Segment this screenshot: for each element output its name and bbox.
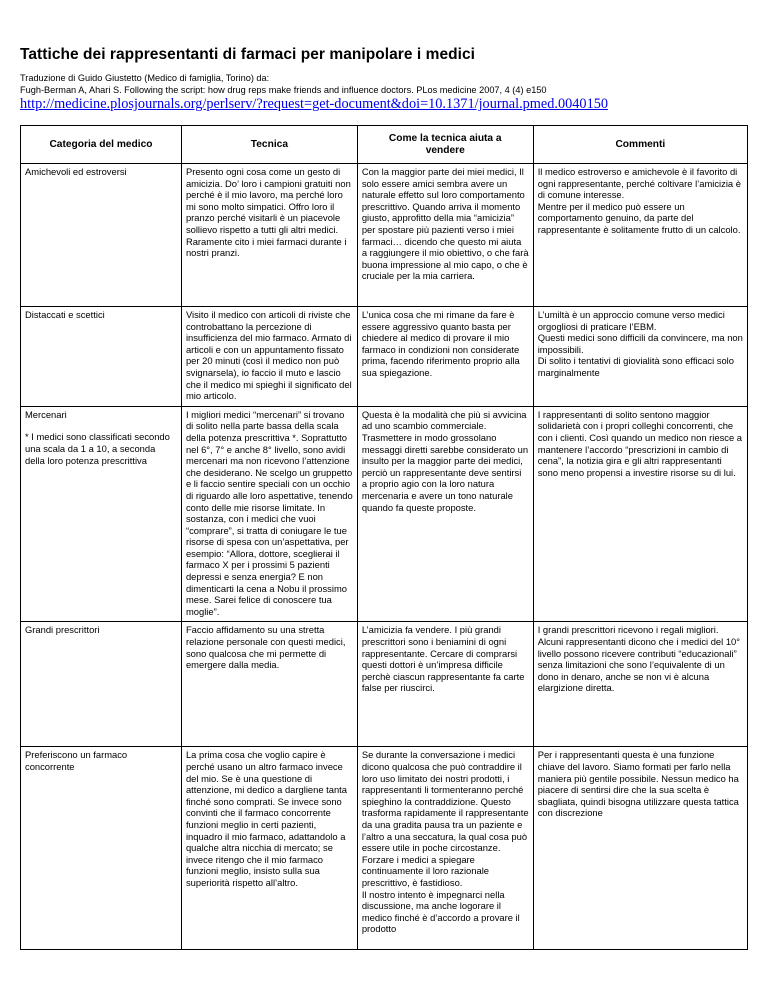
- document-title: Tattiche dei rappresentanti di farmaci per manipolare i medici: [20, 46, 476, 63]
- cell-comments: I rappresentanti di solito sentono maggior solidarietà con i propri colleghi concorrenti, che con i clienti. Così quando un medico non riesce a mantenere l’accordo “prescrizioni in cambio di cena”, la notizia gira e gli altri rappresentanti sono meno propensi a investire risorse su di lui.: [533, 406, 747, 622]
- cell-technique: Presento ogni cosa come un gesto di amicizia. Do’ loro i campioni gratuiti non perché è il mio lavoro, ma perché loro mi sono molto simpatici. Offro loro il pranzo perché visitarli è un piacevole sollievo rispetto a tutti gli altri medici. Raramente cito i miei farmaci durante i nostri pranzi.: [181, 164, 357, 307]
- table-row: [21, 622, 748, 747]
- table-row: [21, 307, 748, 407]
- source-link[interactable]: http://medicine.plosjournals.org/perlserv/?request=get-document&doi=10.1371/journal.pmed.0040150: [20, 96, 609, 112]
- cell-technique: Visito il medico con articoli di riviste che controbattano la percezione di insufficienza del mio farmaco. Armato di articoli e con un appuntamento fissato per 20 minuti (così il medico non può svignarsela), io faccio il muto e lascio che il medico mi spieghi il significato del mio articolo.: [181, 307, 357, 407]
- cell-how-it-helps: Se durante la conversazione i medici dicono qualcosa che può contraddire il loro uso limitato dei nostri prodotti, i rappresentanti li tormenteranno perché spieghino la contraddizione. Questo trasforma rapidamente il rappresentante da una gradita pausa tra un paziente e l’altro a una seccatura, la qual cosa può essere utile in poche circostanze. Forzare i medici a spiegare continuamente il loro razionale prescrittivo, è fastidioso. Il nostro intento è impegnarci nella discussione, ma anche logorare il medico finché è d’accordo a provare il prodotto: [357, 747, 533, 950]
- cell-how-it-helps: Con la maggior parte dei miei medici, Il solo essere amici sembra avere un naturale effetto sul loro comportamento prescrittivo. Quando arriva il momento giusto, approfitto della mia “amicizia” per spostare più pazienti verso i miei farmaci… dicendo che questo mi aiuta a raggiungere il mio obiettivo, o che farà buona impressione al mio capo, o che è cruciale per la mia carriera.: [357, 164, 533, 307]
- header-category: Categoria del medico: [21, 126, 182, 164]
- cell-comments: L’umiltà è un approccio comune verso medici orgogliosi di praticare l’EBM. Questi medici sono difficili da convincere, ma non impossibili. Di solito i tentativi di giovialità sono efficaci solo marginalmente: [533, 307, 747, 407]
- cell-category: Grandi prescrittori: [21, 622, 182, 747]
- table-header-row: [21, 126, 748, 164]
- source-citation: Fugh-Berman A, Ahari S. Following the script: how drug reps make friends and influence doctors. PLos medicine 2007, 4 (4) e150: [20, 85, 547, 95]
- category-footnote: * I medici sono classificati secondo una scala da 1 a 10, a seconda della loro potenza prescrittiva: [25, 431, 170, 466]
- table-row: [21, 747, 748, 950]
- cell-comments: Per i rappresentanti questa è una funzione chiave del lavoro. Siamo formati per farlo nella maniera più gentile possibile. Nessun medico ha piacere di sentirsi dire che la sua scelta è sbagliata, quindi bisogna utilizzare questa tattica con discrezione: [533, 747, 747, 950]
- cell-category: Amichevoli ed estroversi: [21, 164, 182, 307]
- cell-comments: I grandi prescrittori ricevono i regali migliori. Alcuni rappresentanti dicono che i medici del 10° livello possono ricevere contributi “educazionali” senza limitazioni che sono l’equivalente di un dono in denaro, anche se non vi è alcuna elargizione diretta.: [533, 622, 747, 747]
- cell-how-it-helps: Questa è la modalità che più si avvicina ad uno scambio commerciale. Trasmettere in modo grossolano messaggi diretti sarebbe considerato un insulto per la maggior parte dei medici, perciò un rappresentante deve sentirsi a proprio agio con la loro natura mercenaria e avere un tono naturale quando fa queste proposte.: [357, 406, 533, 622]
- translation-credit: Traduzione di Guido Giustetto (Medico di famiglia, Torino) da:: [20, 73, 270, 83]
- cell-category: Distaccati e scettici: [21, 307, 182, 407]
- table-row: [21, 164, 748, 307]
- cell-how-it-helps: L’amicizia fa vendere. I più grandi prescrittori sono i beniamini di ogni rappresentante. Cercare di comprarsi questi dottori è un’impresa difficile perchè ciascun rappresentante fa carte false per riuscirci.: [357, 622, 533, 747]
- cell-how-it-helps: L’unica cosa che mi rimane da fare è essere aggressivo quanto basta per chiedere al medico di provare il mio farmaco in condizioni non considerate prima, facendo riferimento proprio alla sua spiegazione.: [357, 307, 533, 407]
- header-technique: Tecnica: [181, 126, 357, 164]
- category-label: Mercenari: [25, 408, 67, 420]
- cell-category: [21, 406, 182, 622]
- cell-technique: I migliori medici “mercenari” si trovano di solito nella parte bassa della scala della potenza prescrittiva *. Soprattutto nel 6°, 7° e anche 8° livello, sono avidi mercenari ma non ricevono l’attenzione che desiderano. Ne scelgo un gruppetto e li faccio sentire speciali con un occhio di riguardo alle loro aspettative, tenendo conto delle mie risorse limitate. In sostanza, con i medici che vuoi “comprare”, si tratta di coniugare le tue risorse di spesa con un’aspettativa, per esempio: “Allora, dottore, sceglierai il farmaco X per i prossimi 5 pazienti depressi e senza energia? E non dimenticarti la cena a Nobu il prossimo mese. Sarei felice di conoscere tua moglie”.: [181, 406, 357, 622]
- cell-technique: La prima cosa che voglio capire è perché usano un altro farmaco invece del mio. Se è una questione di attenzione, mi dedico a dargliene tanta finché sono comprati. Se invece sono convinti che il farmaco concorrente funzioni meglio in certi pazienti, inquadro il mio farmaco, adattandolo a qualche altra nicchia di mercato; se invece ritengo che il mio farmaco funzioni meglio, insisto sulla sua superiorità rispetto all’altro.: [181, 747, 357, 950]
- header-how-it-helps: Come la tecnica aiuta a vendere: [357, 126, 533, 164]
- header-comments: Commenti: [533, 126, 747, 164]
- cell-comments: Il medico estroverso e amichevole è il favorito di ogni rappresentante, perché coltivare l’amicizia è di comune interesse. Mentre per il medico può essere un comportamento genuino, da parte del rappresentante è solitamente frutto di un calcolo.: [533, 164, 747, 307]
- table-row: [21, 406, 748, 622]
- cell-technique: Faccio affidamento su una stretta relazione personale con questi medici, sono qualcosa che mi permette di emergere dalla media.: [181, 622, 357, 747]
- tactics-table: [20, 125, 748, 950]
- cell-category: Preferiscono un farmaco concorrente: [21, 747, 182, 950]
